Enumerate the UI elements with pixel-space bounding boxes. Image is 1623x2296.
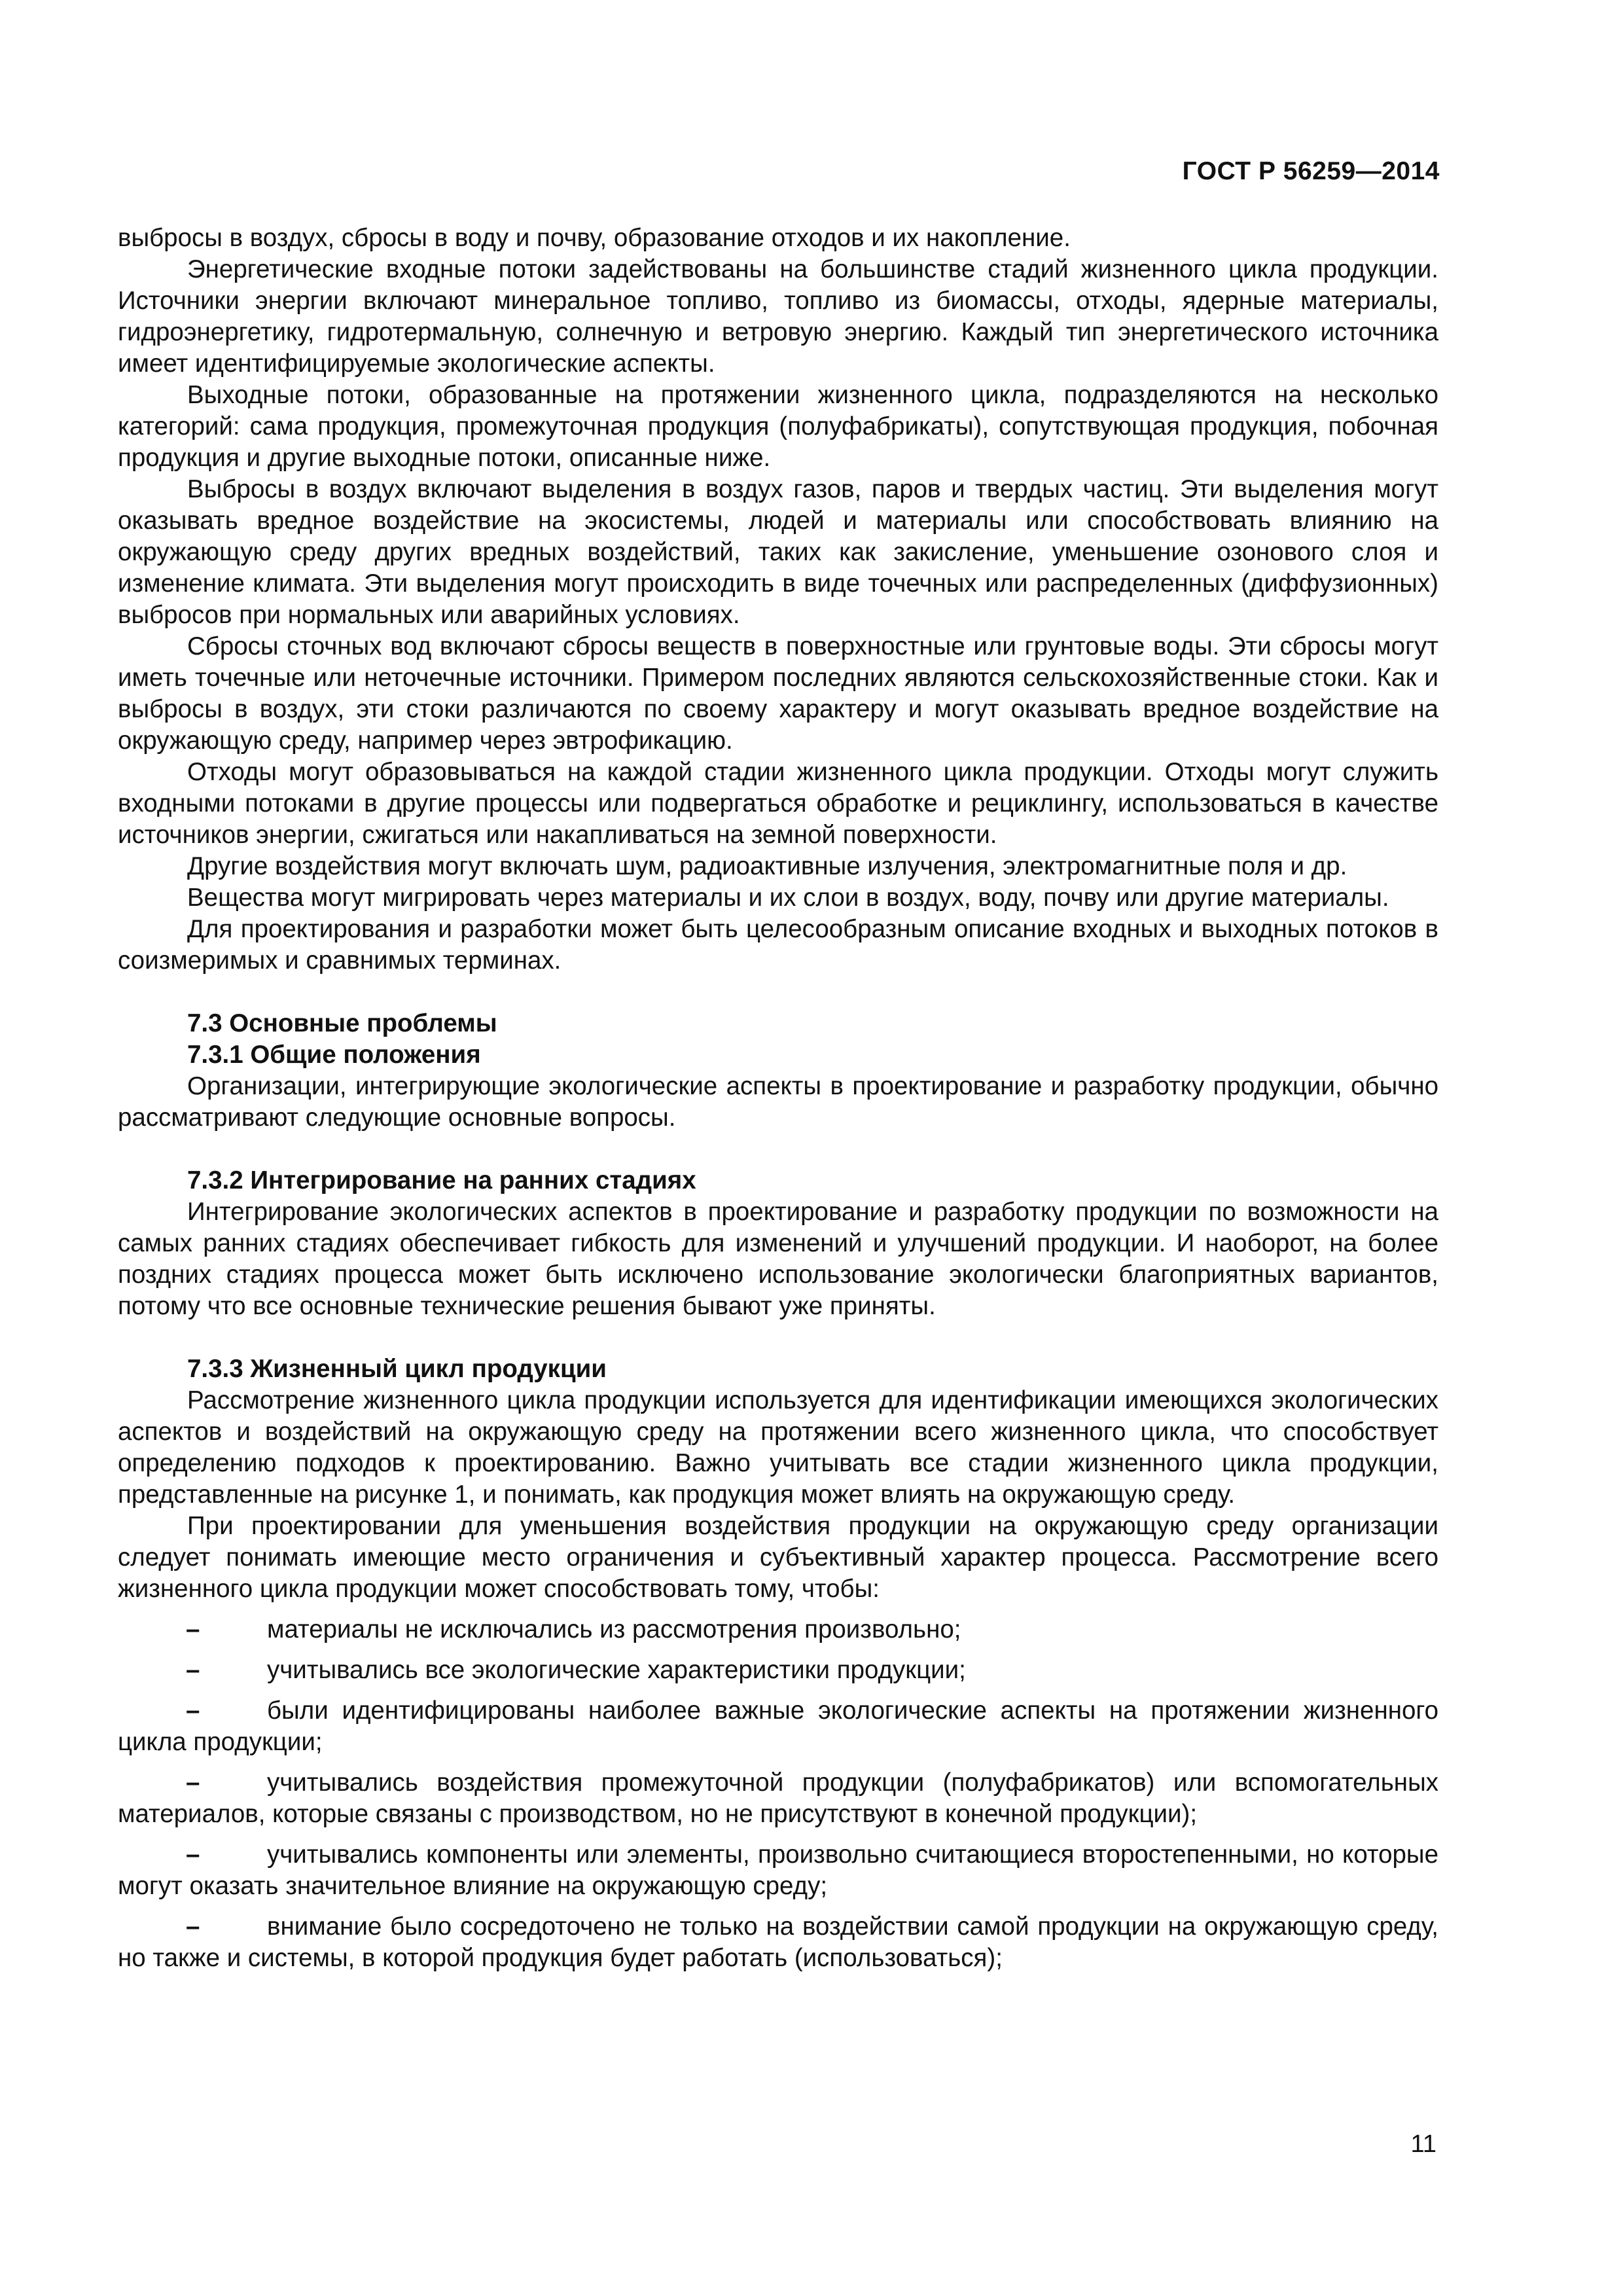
paragraph: Выходные потоки, образованные на протяжении жизненного цикла, подразделяются на несколько категорий: сама продукция, промежуточная продукция (полуфабрикаты), сопутствующая продукция, побочная продукция и другие выходные потоки, описанные ниже. <box>118 381 1438 472</box>
document-header: ГОСТ Р 56259—2014 <box>1182 157 1440 185</box>
paragraph: Энергетические входные потоки задействованы на большинстве стадий жизненного цикла продукции. Источники энергии включают минеральное топливо, топливо из биомассы, отходы, ядерные материалы, гидроэнергетику, гидротермальную, солнечную и ветровую энергию. Каждый тип энергетического источника имеет идентифицируемые экологические аспекты. <box>118 255 1438 378</box>
dash-bullet: – <box>186 1840 200 1869</box>
paragraph: Организации, интегрирующие экологические аспекты в проектирование и разработку продукции, обычно рассматривают следующие основные вопросы. <box>118 1072 1438 1132</box>
paragraph: Для проектирования и разработки может быть целесообразным описание входных и выходных потоков в соизмеримых и сравнимых терминах. <box>118 915 1438 975</box>
list-item <box>118 1695 1438 1758</box>
list-item-text: учитывались воздействия промежуточной продукции (полуфабрикатов) или вспомогательных материалов, которые связаны с производством, но не присутствуют в конечной продукции); <box>118 1768 1438 1828</box>
list-item <box>118 1614 1438 1645</box>
dash-bullet: – <box>186 1768 200 1797</box>
subsection-heading-7-3-3: 7.3.3 Жизненный цикл продукции <box>187 1355 607 1383</box>
subsection-heading-7-3-1: 7.3.1 Общие положения <box>187 1041 481 1069</box>
list-item-text: учитывались все экологические характеристики продукции; <box>267 1656 966 1684</box>
dash-bullet: – <box>186 1656 200 1684</box>
dash-bullet: – <box>186 1615 200 1643</box>
paragraph: Вещества могут мигрировать через материалы и их слои в воздух, воду, почву или другие материалы. <box>187 884 1389 912</box>
list-item-text: внимание было сосредоточено не только на воздействии самой продукции на окружающую среду, но также и системы, в которой продукция будет работать (использоваться); <box>118 1912 1438 1972</box>
page-number: 11 <box>1410 2130 1436 2158</box>
subsection-heading-7-3-2: 7.3.2 Интегрирование на ранних стадиях <box>187 1166 696 1194</box>
list-item-text: были идентифицированы наиболее важные экологические аспекты на протяжении жизненного цикла продукции; <box>118 1696 1438 1756</box>
dash-bullet: – <box>186 1912 200 1941</box>
paragraph: Сбросы сточных вод включают сбросы веществ в поверхностные или грунтовые воды. Эти сбросы могут иметь точечные или неточечные источники. Примером последних являются сельскохозяйственные стоки. Как и выбросы в воздух, эти стоки различаются по своему характеру и могут оказывать вредное воздействие на окружающую среду, например через эвтрофикацию. <box>118 632 1438 755</box>
paragraph: Другие воздействия могут включать шум, радиоактивные излучения, электромагнитные поля и др. <box>187 852 1347 880</box>
list-item-text: материалы не исключались из рассмотрения произвольно; <box>267 1615 961 1643</box>
paragraph: Выбросы в воздух включают выделения в воздух газов, паров и твердых частиц. Эти выделения могут оказывать вредное воздействие на экосистемы, людей и материалы или способствовать влиянию на окружающую среду других вредных воздействий, таких как закисление, уменьшение озонового слоя и изменение климата. Эти выделения могут происходить в виде точечных или распределенных (диффузионных) выбросов при нормальных или аварийных условиях. <box>118 475 1438 629</box>
section-heading-7-3: 7.3 Основные проблемы <box>187 1009 497 1037</box>
dash-bullet: – <box>186 1696 200 1725</box>
list-item <box>118 1839 1438 1902</box>
paragraph: выбросы в воздух, сбросы в воду и почву, образование отходов и их накопление. <box>118 224 1071 252</box>
list-item <box>118 1655 1438 1686</box>
list-item <box>118 1911 1438 1974</box>
paragraph: Рассмотрение жизненного цикла продукции используется для идентификации имеющихся экологических аспектов и воздействий на окружающую среду на протяжении всего жизненного цикла, что способствует определению подходов к проектированию. Важно учитывать все стадии жизненного цикла продукции, представленные на рисунке 1, и понимать, как продукция может влиять на окружающую среду. <box>118 1386 1438 1509</box>
list-item <box>118 1767 1438 1830</box>
paragraph: Интегрирование экологических аспектов в проектирование и разработку продукции по возможности на самых ранних стадиях обеспечивает гибкость для изменений и улучшений продукции. И наоборот, на более поздних стадиях процесса может быть исключено использование экологически благоприятных вариантов, потому что все основные технические решения бывают уже приняты. <box>118 1198 1438 1320</box>
list-item-text: учитывались компоненты или элементы, произвольно считающиеся второстепенными, но которые могут оказать значительное влияние на окружающую среду; <box>118 1840 1438 1900</box>
paragraph: При проектировании для уменьшения воздействия продукции на окружающую среду организации следует понимать имеющие место ограничения и субъективный характер процесса. Рассмотрение всего жизненного цикла продукции может способствовать тому, чтобы: <box>118 1512 1438 1603</box>
paragraph: Отходы могут образовываться на каждой стадии жизненного цикла продукции. Отходы могут служить входными потоками в другие процессы или подвергаться обработке и рециклингу, использоваться в качестве источников энергии, сжигаться или накапливаться на земной поверхности. <box>118 758 1438 849</box>
page-body <box>118 223 1438 1983</box>
